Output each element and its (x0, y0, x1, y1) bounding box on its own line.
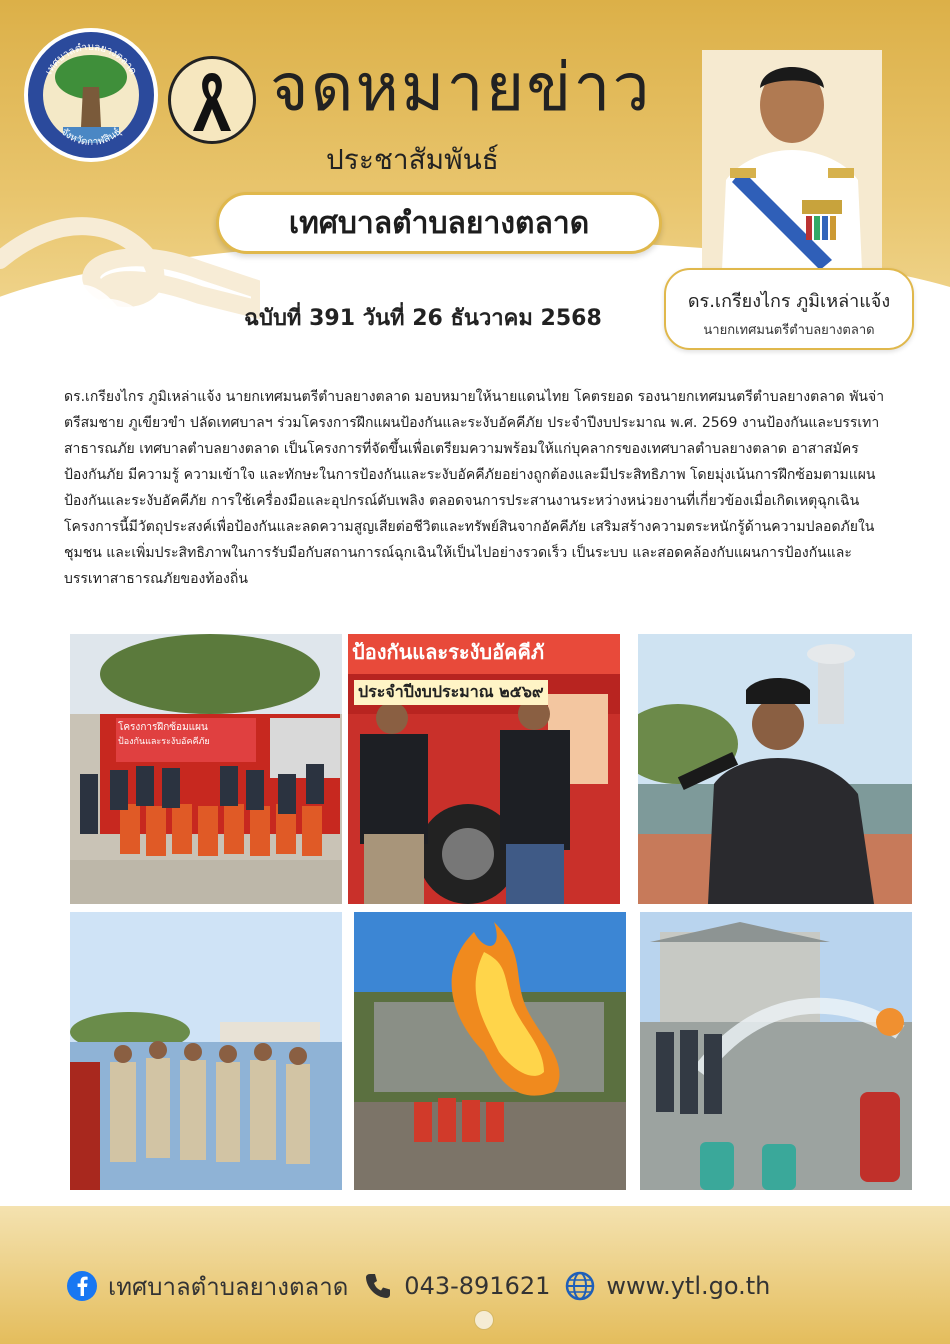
article-body: ดร.เกรียงไกร ภูมิเหล่าแจ้ง นายกเทศมนตรีตำบลยางตลาด มอบหมายให้นายแดนไทย โคตรยอด รองนายกเทศมนตรีตำบลยางตลาด พันจ่าตรีสมชาย ภูเขียวขำ ปลัดเทศบาลฯ ร่วมโครงการฝึกแผนป้องกันและระงับอัคคีภัย ประจำปีงบประมาณ พ.ศ. 2569 งานป้องกันและบรรเทาสาธารณภัย เทศบาลตำบลยางตลาด เป็นโครงการที่จัดขึ้นเพื่อเตรียมความพร้อมให้แก่บุคลากรของเทศบาลตำบลยางตลาด อาสาสมัครป้องกันภัย มีความรู้ ความเข้าใจ และทักษะในการป้องกันและระงับอัคคีภัยอย่างถูกต้องและมีประสิทธิภาพ โดยมุ่งเน้นการฝึกซ้อมตามแผนป้องกันและระงับอัคคีภัย การใช้เครื่องมือและอุปกรณ์ดับเพลิง ตลอดจนการประสานงานระหว่างหน่วยงานที่เกี่ยวข้องเมื่อเกิดเหตุฉุกเฉิน โครงการนี้มีวัตถุประสงค์เพื่อป้องกันและลดความสูญเสียต่อชีวิตและทรัพย์สินจากอัคคีภัย เสริมสร้างความตระหนักรู้ด้านความปลอดภัยในชุมชน และเพิ่มประสิทธิภาพในการรับมือกับสถานการณ์ฉุกเฉินให้เป็นไปอย่างรวดเร็ว เป็นระบบ และสอดคล้องกับแผนการป้องกันและบรรเทาสาธารณภัยของท้องถิ่น (64, 389, 885, 587)
logo-ring-text (28, 32, 154, 158)
photo-group-illustration (70, 634, 342, 904)
photo-banner-fiscal-year: ประจำปีงบประมาณ ๒๕๖๙ (354, 680, 548, 705)
organization-name: เทศบาลตำบลยางตลาด (216, 192, 662, 254)
phone-contact[interactable] (362, 1270, 550, 1302)
photo-officials-illustration (348, 634, 620, 904)
logo-bottom-text: จังหวัดกาฬสินธุ์ (58, 126, 124, 149)
logo-top-text: เทศบาลตำบลยางตลาด (43, 41, 139, 77)
newsletter-title: จดหมายข่าว (270, 49, 652, 126)
photo-volunteers-illustration (70, 912, 342, 1190)
photo-fire-illustration (354, 912, 626, 1190)
mayor-name-card (664, 268, 914, 350)
photo-banner-title: โครงการฝึกซ้อมแผน (118, 722, 208, 733)
facebook-link[interactable] (66, 1267, 348, 1306)
facebook-icon (66, 1270, 98, 1302)
black-ribbon-icon (187, 65, 237, 135)
photo-officials-speaking (348, 634, 620, 904)
globe-icon (564, 1270, 596, 1302)
photo-banner-text: ป้องกันและระงับอัคคีภั (352, 640, 545, 664)
website-url: www.ytl.go.th (606, 1272, 771, 1300)
contact-footer (66, 1262, 784, 1310)
svg-text:เทศบาลตำบลยางตลาด (43, 42, 138, 77)
website-link[interactable] (564, 1270, 770, 1302)
svg-text:จังหวัดกาฬสินธุ์ (59, 126, 124, 148)
photo-group-firefighters (70, 634, 342, 904)
photo-speaker-microphone (638, 634, 912, 904)
photo-volunteers-lineup (70, 912, 342, 1190)
mayor-position: นายกเทศมนตรีตำบลยางตลาด (703, 323, 875, 338)
mayor-name: ดร.เกรียงไกร ภูมิเหล่าแจ้ง (687, 291, 891, 312)
municipality-logo (24, 28, 158, 162)
mayor-portrait (702, 50, 882, 270)
phone-icon (362, 1270, 394, 1302)
photo-banner-subtitle: ป้องกันและระงับอัคคีภัย (118, 737, 210, 747)
mourning-ribbon-badge (168, 56, 256, 144)
mayor-portrait-illustration (702, 50, 882, 270)
newsletter-subtitle: ประชาสัมพันธ์ (326, 143, 499, 176)
photo-speaker-illustration (638, 634, 912, 904)
bottom-globe-icon (474, 1310, 494, 1330)
photo-fire-drill-flames (354, 912, 626, 1190)
photo-water-illustration (640, 912, 912, 1190)
phone-number: 043-891621 (404, 1272, 551, 1300)
issue-number-date: ฉบับที่ 391 วันที่ 26 ธันวาคม 2568 (244, 306, 602, 331)
facebook-page-name: เทศบาลตำบลยางตลาด (108, 1272, 349, 1301)
photo-water-hose-drill (640, 912, 912, 1190)
